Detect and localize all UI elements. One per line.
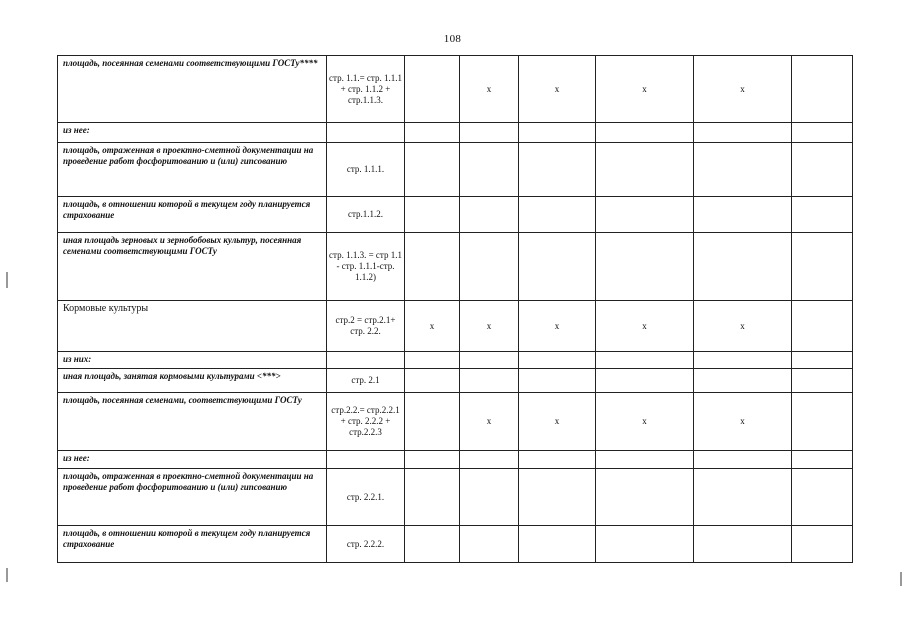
row-name-cell: Кормовые культуры	[58, 301, 327, 352]
mark-cell	[792, 197, 853, 233]
mark-cell	[460, 369, 519, 393]
mark-cell	[596, 469, 694, 526]
mark-cell: x	[460, 301, 519, 352]
page-number: 108	[443, 33, 462, 45]
row-reference-cell: стр.1.1.2.	[327, 197, 405, 233]
mark-cell	[596, 352, 694, 369]
mark-cell	[405, 469, 460, 526]
mark-cell: x	[460, 393, 519, 451]
mark-cell	[694, 233, 792, 301]
mark-cell	[460, 143, 519, 197]
table-row	[58, 352, 853, 369]
row-reference-cell	[327, 352, 405, 369]
row-name-cell: иная площадь зерновых и зернобобовых культур, посеянная семенами соответствующими ГОСТу	[58, 233, 327, 301]
mark-cell	[792, 451, 853, 469]
mark-cell	[460, 197, 519, 233]
mark-cell	[596, 123, 694, 143]
mark-cell	[792, 123, 853, 143]
mark-cell: x	[405, 301, 460, 352]
row-name-cell: площадь, в отношении которой в текущем году планируется страхование	[58, 526, 327, 563]
table-row	[58, 56, 853, 123]
row-reference-cell: стр. 1.1.1.	[327, 143, 405, 197]
mark-cell	[460, 451, 519, 469]
row-name-cell: иная площадь, занятая кормовыми культурами <***>	[58, 369, 327, 393]
mark-cell	[694, 469, 792, 526]
mark-cell	[596, 369, 694, 393]
mark-cell	[792, 301, 853, 352]
mark-cell: x	[596, 301, 694, 352]
row-name-cell: площадь, посеянная семенами соответствующими ГОСТу****	[58, 56, 327, 123]
mark-cell	[405, 352, 460, 369]
row-reference-cell	[327, 451, 405, 469]
mark-cell: x	[694, 56, 792, 123]
table-row	[58, 123, 853, 143]
mark-cell	[792, 469, 853, 526]
mark-cell	[596, 233, 694, 301]
mark-cell	[792, 143, 853, 197]
table-row	[58, 301, 853, 352]
mark-cell	[792, 526, 853, 563]
mark-cell	[460, 352, 519, 369]
mark-cell	[792, 56, 853, 123]
row-name-cell: площадь, отраженная в проектно-сметной документации на проведение работ фосфоритованию и (или) гипсованию	[58, 143, 327, 197]
mark-cell	[694, 123, 792, 143]
mark-cell	[694, 352, 792, 369]
row-reference-cell: стр. 1.1.= стр. 1.1.1 + стр. 1.1.2 + стр.1.1.3.	[327, 56, 405, 123]
mark-cell	[519, 197, 596, 233]
row-name-cell: площадь, посеянная семенами, соответствующими ГОСТу	[58, 393, 327, 451]
table-row	[58, 233, 853, 301]
mark-cell: x	[460, 56, 519, 123]
row-reference-cell: стр.2 = стр.2.1+ стр. 2.2.	[327, 301, 405, 352]
mark-cell	[694, 143, 792, 197]
mark-cell: x	[519, 301, 596, 352]
mark-cell	[519, 451, 596, 469]
mark-cell	[405, 143, 460, 197]
mark-cell	[519, 123, 596, 143]
row-name-cell: из нее:	[58, 451, 327, 469]
mark-cell	[596, 451, 694, 469]
mark-cell	[460, 233, 519, 301]
table-row	[58, 393, 853, 451]
row-name-cell: площадь, в отношении которой в текущем году планируется страхование	[58, 197, 327, 233]
mark-cell	[460, 526, 519, 563]
mark-cell	[596, 143, 694, 197]
mark-cell	[405, 526, 460, 563]
mark-cell	[694, 526, 792, 563]
table-row	[58, 526, 853, 563]
mark-cell: x	[596, 393, 694, 451]
mark-cell	[792, 233, 853, 301]
mark-cell	[519, 233, 596, 301]
mark-cell	[792, 352, 853, 369]
mark-cell	[460, 123, 519, 143]
mark-cell	[519, 369, 596, 393]
table-row	[58, 451, 853, 469]
table-row	[58, 369, 853, 393]
table-row	[58, 197, 853, 233]
mark-cell	[694, 197, 792, 233]
mark-cell	[405, 233, 460, 301]
mark-cell	[405, 393, 460, 451]
mark-cell	[405, 123, 460, 143]
mark-cell	[694, 451, 792, 469]
data-table	[57, 55, 853, 563]
mark-cell	[694, 369, 792, 393]
row-name-cell: из них:	[58, 352, 327, 369]
mark-cell	[405, 197, 460, 233]
mark-cell: x	[596, 56, 694, 123]
mark-cell	[792, 369, 853, 393]
mark-cell	[405, 369, 460, 393]
row-name-cell: из нее:	[58, 123, 327, 143]
row-reference-cell	[327, 123, 405, 143]
mark-cell	[405, 56, 460, 123]
row-name-cell: площадь, отраженная в проектно-сметной документации на проведение работ фосфоритованию и (или) гипсованию	[58, 469, 327, 526]
row-reference-cell: стр. 2.1	[327, 369, 405, 393]
mark-cell	[596, 526, 694, 563]
mark-cell: x	[694, 393, 792, 451]
row-reference-cell: стр. 2.2.1.	[327, 469, 405, 526]
row-reference-cell: стр. 1.1.3. = стр 1.1 - стр. 1.1.1-стр. 1.1.2)	[327, 233, 405, 301]
table-row	[58, 143, 853, 197]
mark-cell	[519, 526, 596, 563]
table-row	[58, 469, 853, 526]
mark-cell: x	[694, 301, 792, 352]
mark-cell	[405, 451, 460, 469]
mark-cell	[596, 197, 694, 233]
row-reference-cell: стр. 2.2.2.	[327, 526, 405, 563]
mark-cell	[519, 469, 596, 526]
left-edge-mark-lower	[6, 568, 8, 582]
row-reference-cell: стр.2.2.= стр.2.2.1 + стр. 2.2.2 + стр.2.2.3	[327, 393, 405, 451]
mark-cell: x	[519, 56, 596, 123]
mark-cell	[792, 393, 853, 451]
mark-cell	[519, 352, 596, 369]
mark-cell	[519, 143, 596, 197]
left-edge-mark	[6, 272, 8, 288]
right-edge-mark	[900, 572, 902, 586]
mark-cell	[460, 469, 519, 526]
mark-cell: x	[519, 393, 596, 451]
